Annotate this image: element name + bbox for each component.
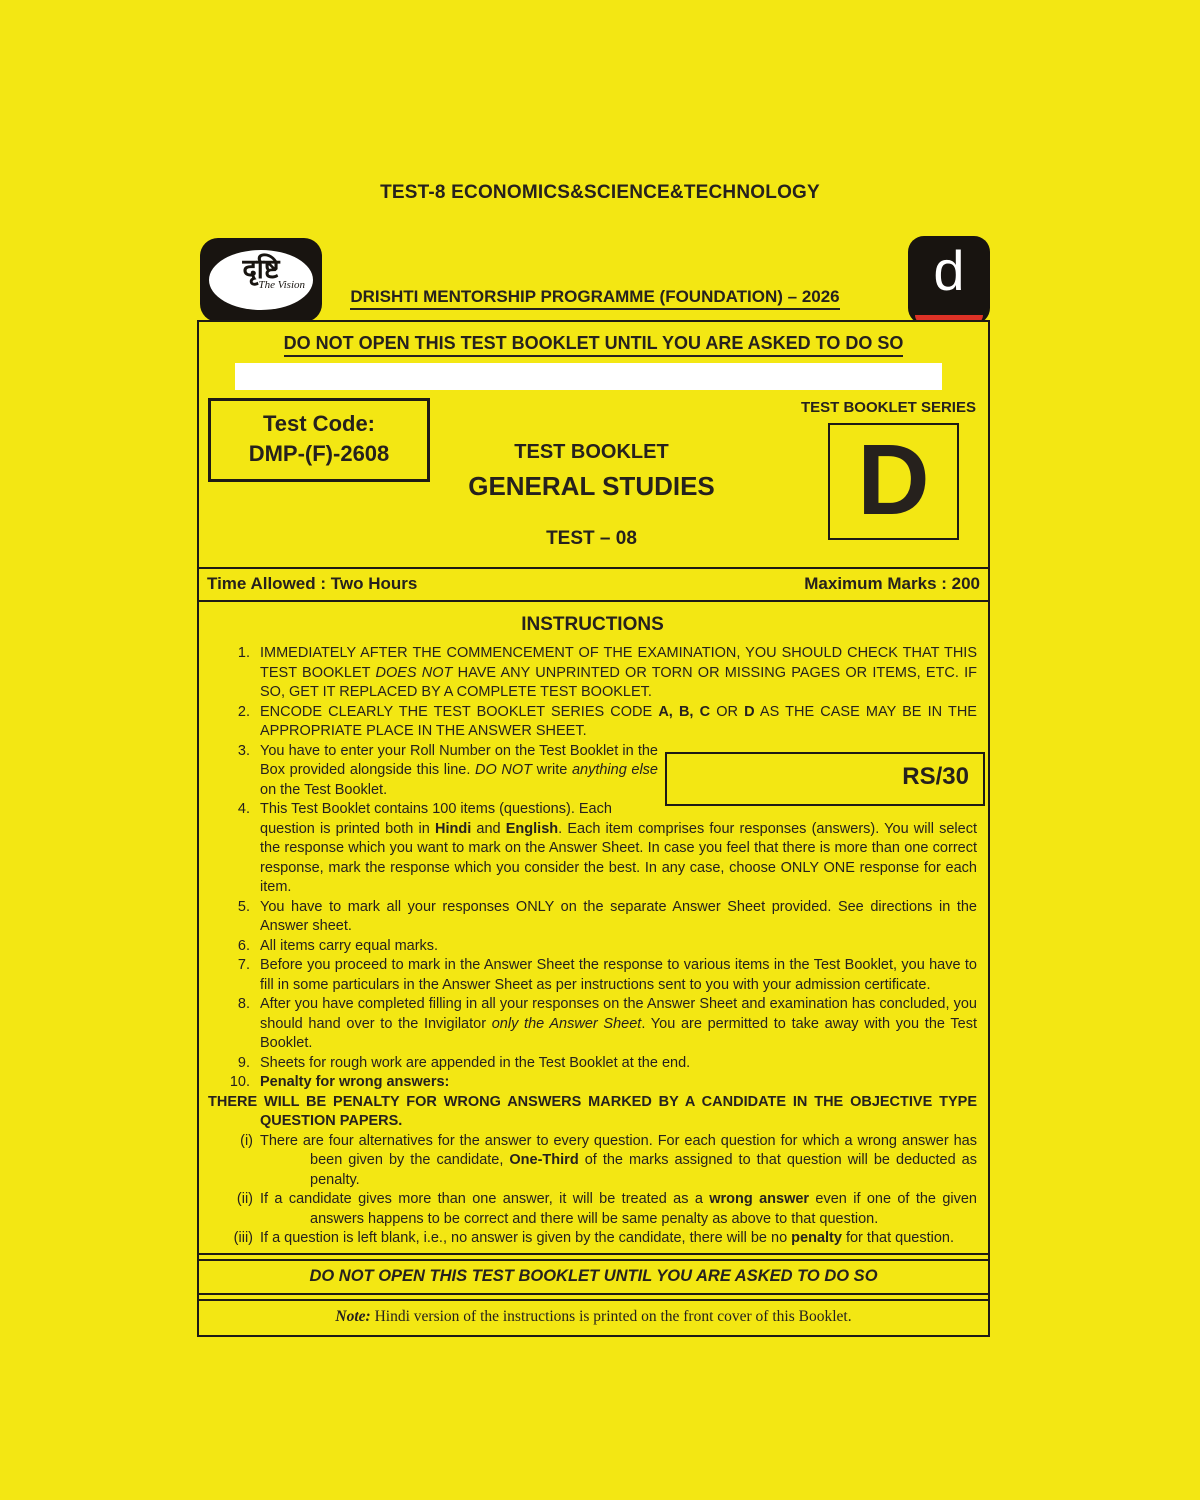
instruction-number: 2.	[237, 703, 250, 720]
instruction-number: 5.	[237, 898, 250, 915]
booklet-title: TEST BOOKLET	[514, 441, 669, 463]
instruction-item-8	[208, 995, 977, 1054]
subject-title: GENERAL STUDIES	[468, 471, 715, 501]
instruction-text: This Test Booklet contains 100 items (questions). Each question is printed both in Hindi and English. Each item comprises four responses (answers). You will select the response which you want to mark on the Answer Sheet. In case you feel that there is more than one correct response, mark the response which you consider the best. In any case, choose ONLY ONE response for each item.	[260, 801, 977, 895]
instruction-number: 9.	[237, 1054, 250, 1071]
programme-title-text: DRISHTI MENTORSHIP PROGRAMME (FOUNDATION) – 2026	[350, 287, 839, 310]
instruction-number: 8.	[237, 996, 250, 1012]
instructions-heading: INSTRUCTIONS	[521, 614, 664, 635]
instruction-number: 4.	[237, 801, 250, 817]
instruction-text: Penalty for wrong answers:	[260, 1074, 450, 1090]
series-value: D	[857, 423, 930, 536]
instruction-number: 1.	[237, 645, 250, 661]
instruction-item-7	[208, 956, 977, 995]
warning-top	[199, 322, 988, 354]
instruction-text: Before you proceed to mark in the Answer Sheet the response to various items in the Test Booklet, you have to fill in some particulars in the Answer Sheet as per instructions sent to you with your admission certificate.	[260, 957, 977, 993]
instruction-item-5	[208, 898, 977, 937]
penalty-sub-item-iii	[208, 1229, 977, 1249]
instruction-item-6	[208, 937, 977, 957]
instruction-number: 3.	[237, 742, 250, 759]
sub-item-number: (i)	[240, 1132, 253, 1149]
time-marks-row	[199, 567, 988, 602]
instruction-text: All items carry equal marks.	[260, 937, 439, 954]
divider-rule-top	[199, 1253, 988, 1261]
instruction-item-10	[208, 1073, 977, 1093]
instruction-item-2	[208, 703, 977, 742]
page-title: TEST-8 ECONOMICS&SCIENCE&TECHNOLOGY	[380, 182, 820, 203]
instruction-text: Sheets for rough work are appended in the Test Booklet at the end.	[260, 1054, 691, 1071]
sub-item-text: If a question is left blank, i.e., no answer is given by the candidate, there will be no penalty for that question.	[260, 1230, 954, 1246]
test-code-box	[208, 398, 430, 482]
hindi-note: Note: Hindi version of the instructions is printed on the front cover of this Booklet.	[335, 1307, 852, 1325]
instruction-item-4	[208, 800, 977, 898]
instruction-text: You have to enter your Roll Number on the Test Booklet in the Box provided alongside this line. DO NOT write anything else on the Test Booklet.	[260, 742, 658, 798]
instruction-text: IMMEDIATELY AFTER THE COMMENCEMENT OF THE EXAMINATION, YOU SHOULD CHECK THAT THIS TEST BOOKLET DOES NOT HAVE ANY UNPRINTED OR TORN OR MISSING PAGES OR ITEMS, ETC. IF SO, GET IT REPLACED BY A COMPLETE TEST BOOKLET.	[260, 645, 978, 700]
test-code-value: DMP-(F)-2608	[248, 441, 390, 466]
instruction-text: ENCODE CLEARLY THE TEST BOOKLET SERIES CODE A, B, C OR D AS THE CASE MAY BE IN THE APPROPRIATE PLACE IN THE ANSWER SHEET.	[260, 703, 977, 739]
d-letter: d	[933, 239, 965, 302]
drishti-logo	[200, 238, 322, 322]
sub-item-number: (ii)	[236, 1191, 253, 1207]
maximum-marks: Maximum Marks : 200	[804, 574, 980, 593]
penalty-sub-item-i	[208, 1132, 977, 1191]
sub-item-text: There are four alternatives for the answer to every question. For each question for which a wrong answer has been given by the candidate, One-Third of the marks assigned to that question will be deducted as penalty.	[260, 1132, 977, 1188]
instruction-number: 6.	[237, 937, 250, 954]
instruction-text: After you have completed filling in all your responses on the Answer Sheet and examination has concluded, you should hand over to the Invigilator only the Answer Sheet. You are permitted to take away with you the Test Booklet.	[260, 996, 977, 1051]
instructions-section	[199, 614, 988, 1253]
time-allowed: Time Allowed : Two Hours	[207, 574, 418, 593]
warning-bottom: DO NOT OPEN THIS TEST BOOKLET UNTIL YOU ARE ASKED TO DO SO	[309, 1266, 878, 1285]
instruction-item-9	[208, 1054, 977, 1074]
test-number: TEST – 08	[546, 528, 637, 549]
penalty-statement: THERE WILL BE PENALTY FOR WRONG ANSWERS MARKED BY A CANDIDATE IN THE OBJECTIVE TYPE QUESTION PAPERS.	[208, 1093, 977, 1129]
booklet-header-section	[199, 322, 988, 567]
instruction-item-1	[208, 644, 977, 703]
warning-top-text: DO NOT OPEN THIS TEST BOOKLET UNTIL YOU ARE ASKED TO DO SO	[284, 333, 904, 357]
test-code-label: Test Code:	[262, 411, 376, 436]
programme-title	[200, 287, 990, 307]
divider-rule-bottom	[199, 1293, 988, 1301]
roll-number-box-label: RS/30	[902, 763, 969, 790]
roll-number-box	[665, 752, 985, 806]
redacted-strip	[235, 363, 942, 390]
instruction-number: 10.	[229, 1074, 250, 1090]
drishti-logo-tagline: The Vision	[258, 278, 305, 291]
instruction-number: 7.	[237, 957, 250, 973]
booklet-cover-box	[197, 320, 990, 1337]
penalty-sub-item-ii	[208, 1190, 977, 1229]
series-label: TEST BOOKLET SERIES	[800, 399, 976, 416]
sub-item-text: If a candidate gives more than one answer, it will be treated as a wrong answer even if one of the given answers happens to be correct and there will be same penalty as above to that question.	[260, 1191, 977, 1227]
instruction-text: You have to mark all your responses ONLY on the separate Answer Sheet provided. See directions in the Answer sheet.	[260, 898, 977, 934]
drishti-d-icon	[908, 236, 990, 324]
sub-item-number: (iii)	[233, 1230, 253, 1246]
drishti-logo-text: दृष्टि	[242, 254, 280, 284]
